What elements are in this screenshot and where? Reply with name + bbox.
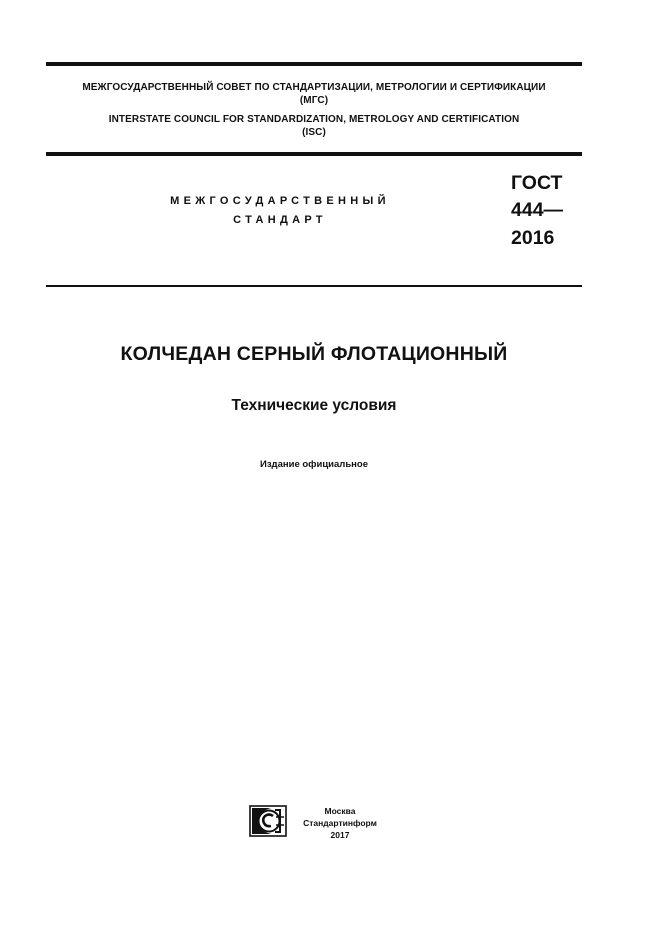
standard-kind-line1: МЕЖГОСУДАРСТВЕННЫЙ: [170, 195, 390, 207]
council-name-ru: [46, 81, 582, 107]
standartinform-logo-icon: [249, 805, 287, 837]
council-name-en: [46, 113, 582, 139]
council-ru-abbr: (МГС): [299, 95, 329, 106]
document-subtitle: Технические условия: [231, 397, 397, 414]
imprint: [300, 805, 380, 841]
document-title: КОЛЧЕДАН СЕРНЫЙ ФЛОТАЦИОННЫЙ: [120, 343, 508, 365]
gost-number: 444—: [511, 199, 564, 221]
standard-kind-line2: СТАНДАРТ: [233, 214, 327, 226]
council-en-line: INTERSTATE COUNCIL FOR STANDARDIZATION, METROLOGY AND CERTIFICATION: [108, 114, 520, 125]
imprint-publisher: Стандартинформ: [303, 818, 377, 828]
gost-year: 2016: [511, 227, 555, 249]
imprint-city: Москва: [324, 806, 356, 816]
imprint-year: 2017: [330, 830, 350, 840]
gost-label: ГОСТ: [511, 172, 563, 194]
edition-note: Издание официальное: [260, 459, 368, 470]
thin-rule: [46, 285, 582, 287]
middle-rule: [46, 152, 582, 156]
council-ru-line: МЕЖГОСУДАРСТВЕННЫЙ СОВЕТ ПО СТАНДАРТИЗАЦИИ, МЕТРОЛОГИИ И СЕРТИФИКАЦИИ: [82, 82, 546, 93]
council-en-abbr: (ISC): [302, 127, 326, 138]
top-rule: [46, 62, 582, 66]
